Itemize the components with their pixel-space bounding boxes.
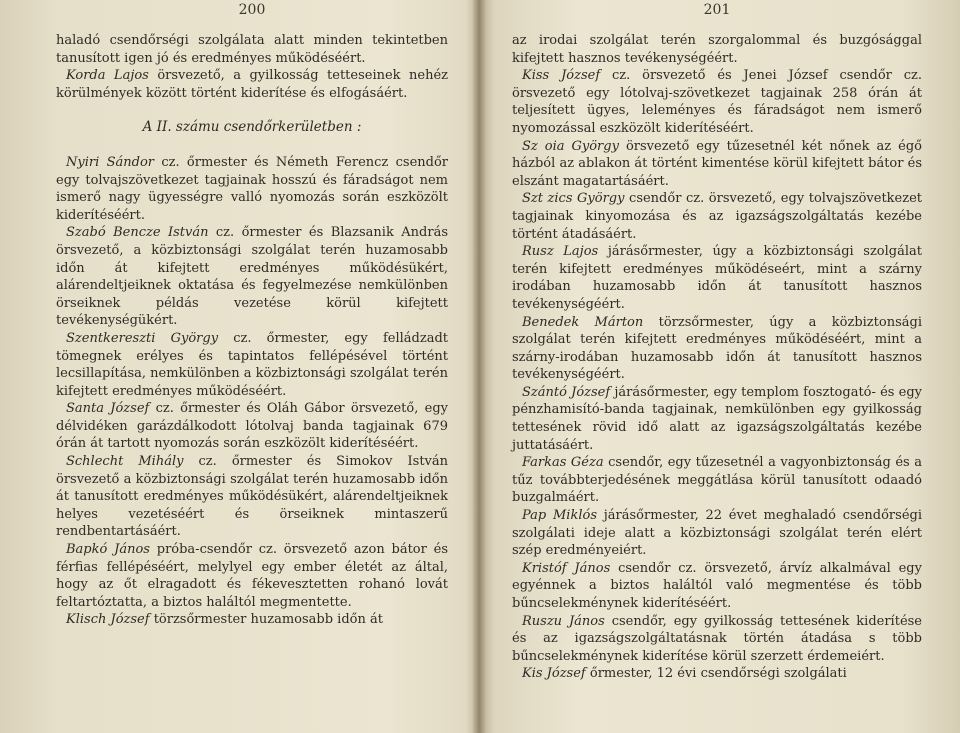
person-name: Santa József [66,401,150,417]
person-name: Korda Lajos [66,68,149,84]
paragraph: Kristóf János csendőr cz. örsvezető, árvíz alkalmával egy egyénnek a biztos haláltól való megmentése és több bűncselekménynek kiderítéséért. [512,560,922,611]
paragraph: Bapkó János próba-csendőr cz. örsvezető azon bátor és férfias fellépéséért, melylyel egy ember életét az által, hogy az őt elragadott és fékevesztetten rohanó lovát feltartóztatta, a biztos haláltól megmentette. [56,542,448,610]
paragraph: Korda Lajos örsvezető, a gyilkosság tetteseinek nehéz körülmények között történt kiderítése és elfogásáért. [56,68,448,101]
page-number: 201 [703,2,731,18]
person-name: Sz oia György [522,138,619,154]
person-name: Ruszu János [522,613,605,629]
paragraph: Kis József őrmester, 12 évi csendőrségi szolgálati [522,666,847,682]
right-page [512,0,922,733]
paragraph: az irodai szolgálat terén szorgalommal és buzgósággal kifejtett hasznos tevékenységéért. [512,33,922,66]
section-heading: A II. számu csendőrkerületben : [142,119,362,136]
paragraph: Sz oia György örsvezető egy tűzesetnél két nőnek az égő házból az ablakon át történt kimentése körül kifejtett bátor és elszánt magatartásáért. [512,138,922,189]
page-text [512,32,922,683]
paragraph: Szentkereszti György cz. őrmester, egy felládzadt tömegnek erélyes és tapintatos fellépésével történt lecsillapítása, nemkülönben a közbiztonsági szolgálat terén kifejtett eredményes működéséért. [56,330,448,399]
book-gutter [472,0,486,733]
paragraph: Szabó Bencze István cz. őrmester és Blazsanik András örsvezető, a közbiztonsági szolgálat terén huzamosabb időn át kifejtett eredményes működésükért, alárendeltjeiknek oktatása és fegyelmezése nemkülönben örseiknek példás vezetése körül kifejtett tevékenységükért. [56,225,448,329]
paragraph: Santa József cz. őrmester és Oláh Gábor örsvezető, egy délvidéken garázdálkodott lótolvaj banda tagjainak 679 órán át tartott nyomozás során eszközölt kiderítéséért. [56,401,448,452]
person-name: Szabó Bencze István [66,225,209,241]
person-name: Bapkó János [66,542,150,558]
paragraph: Rusz Lajos járásőrmester, úgy a közbiztonsági szolgálat terén kifejtett eredményes működéseért, mint a szárny irodában huzamosabb időn át tanusított hasznos tevékenységéért. [512,244,922,312]
paragraph: Ruszu János csendőr, egy gyilkosság tettesének kiderítése és az igazságszolgáltatásnak történ átadása s több bűncselekménynek kiderítése körül szerzett érdemeiért. [512,613,922,664]
person-name: Farkas Géza [522,455,604,471]
paragraph: Farkas Géza csendőr, egy tűzesetnél a vagyonbiztonság és a tűz továbbterjedésének meggátlása körül tanusított odaadó buzgalmáért. [512,455,922,506]
person-name: Nyiri Sándor [66,154,154,170]
person-name: Kiss József [522,68,601,84]
paragraph: Schlecht Mihály cz. őrmester és Simokov István örsvezető a közbiztonsági szolgálat terén huzamosabb időn át tanusított eredményes működésükért, alárendeltjeiknek helyes vezetéséért és örseiknek mintaszerű rendbentartásáért. [56,454,449,540]
paragraph: Klisch József törzsőrmester huzamosabb időn át [66,612,383,628]
page-number: 200 [238,2,266,18]
paragraph: Pap Miklós járásőrmester, 22 évet meghaladó csendőrségi szolgálati ideje alatt a közbiztonsági szolgálat terén elért szép eredményeiért. [512,508,922,559]
paragraph: Kiss József cz. örsvezető és Jenei József csendőr cz. örsvezető egy lótolvaj-szövetkezet tagjainak 258 órán át teljesített ügyes, leleményes és fáradságot nem ismerő nyomozással eszközölt kiderítéséért. [512,68,922,136]
paragraph: Szt zics György csendőr cz. örsvezető, egy tolvajszövetkezet tagjainak kinyomozása és az igazságszolgáltatás kezébe történt átadásáért. [512,191,923,242]
left-page [56,0,448,733]
person-name: Schlecht Mihály [66,454,184,470]
person-name: Szántó József [522,384,611,400]
page-text [56,32,448,629]
paragraph: Nyiri Sándor cz. őrmester és Németh Ferencz csendőr egy tolvajszövetkezet tagjainak hosszú és fáradságot nem ismerő nagy ügyességre valló nyomozás során eszközölt kiderítéséért. [56,154,448,223]
paragraph: haladó csendőrségi szolgálata alatt minden tekintetben tanusított igen jó és eredményes működéséért. [56,33,448,66]
person-name: Rusz Lajos [522,244,599,260]
person-name: Szt zics György [522,191,625,207]
person-name: Szentkereszti György [66,330,219,346]
person-name: Klisch József [66,612,150,628]
paragraph: Benedek Márton törzsőrmester, úgy a közbiztonsági szolgálat terén kifejtett eredményes működéséért, mint a szárny-irodában huzamosabb időn át tanusított hasznos tevékenységéért. [512,314,922,383]
person-name: Kristóf János [522,560,611,576]
paragraph: Szántó József járásőrmester, egy templom fosztogató- és egy pénzhamisító-banda tagjainak, nemkülönben egy gyilkosság tettesének rövid idő alatt az igazságszolgáltatás kezébe juttatásáért. [512,384,923,453]
person-name: Benedek Márton [522,314,644,330]
person-name: Pap Miklós [522,508,597,524]
person-name: Kis József [522,666,586,682]
